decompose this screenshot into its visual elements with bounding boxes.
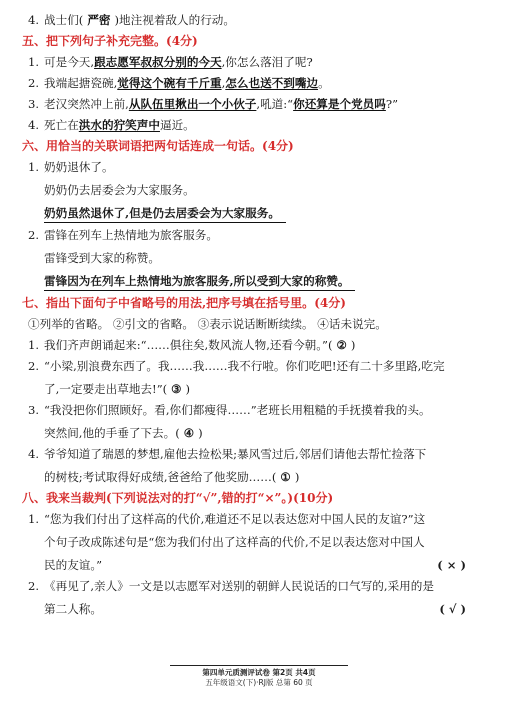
answer-text: ② [336, 338, 347, 352]
item-number: 4. [28, 447, 40, 461]
section-title: 六、用恰当的关联词语把两句话连成一句话。 [22, 139, 263, 153]
item-text: 奶奶仍去居委会为大家服务。 [44, 183, 195, 197]
item-text: 老汉突然冲上前, [44, 97, 129, 111]
item-number: 2. [28, 76, 40, 90]
section-eight-heading [22, 489, 496, 507]
page-footer [0, 668, 518, 688]
question-item [22, 75, 496, 92]
item-text: ,吼道:“ [256, 97, 294, 111]
item-text: 个句子改成陈述句是“您为我们付出了这样高的代价,不足以表达您对中国人 [44, 535, 425, 549]
question-item [22, 337, 496, 354]
footer-edition-info: 五年级语文(下)·RJ版 总第 60 页 [205, 678, 313, 687]
item-text: ) [198, 426, 203, 440]
section-score: (4分) [314, 296, 346, 310]
question-item [22, 159, 496, 223]
item-text: )地注视着敌人的行动。 [114, 13, 235, 27]
footer-divider [170, 665, 348, 666]
item-text: ?” [385, 97, 399, 111]
answer-text: ④ [183, 426, 195, 440]
item-text: 民的友谊。” [44, 558, 103, 572]
item-text: ,你怎么落泪了呢? [221, 55, 313, 69]
item-text: ) [185, 382, 191, 396]
item-text: 了,一定要走出草地去!”( [44, 382, 168, 396]
item-text: 雷锋受到大家的称赞。 [44, 251, 160, 265]
item-number: 4. [28, 13, 40, 27]
question-item [22, 578, 496, 618]
item-text: “小梁,别浪费东西了。我……我……我不行啦。你们吃吧!还有二十多里路,吃完 [44, 359, 445, 373]
item-number: 1. [28, 55, 40, 69]
item-number: 1. [28, 160, 40, 174]
question-item [22, 117, 496, 134]
judgement-mark: ( × ) [437, 558, 466, 572]
judgement-mark: ( √ ) [439, 602, 466, 616]
item-text: 可是今天, [44, 55, 95, 69]
item-number: 2. [28, 228, 40, 242]
answer-text: ① [280, 470, 291, 484]
item-text: “我没把你们照顾好。看,你们都瘦得……”老班长用粗糙的手抚摸着我的头。 [44, 403, 431, 417]
section-score: (4分) [262, 139, 294, 153]
item-number: 3. [28, 97, 40, 111]
fill-item [22, 12, 496, 29]
section-six-heading [22, 137, 496, 155]
item-text: 奶奶退休了。 [44, 160, 114, 174]
question-item [22, 54, 496, 71]
section-title: 八、我来当裁判 [22, 491, 107, 505]
section-instruction: (下列说法对的打“√”,错的打“×”。) [106, 491, 294, 505]
item-text: ) [350, 338, 356, 352]
item-text: 死亡在 [44, 118, 79, 132]
item-number: 1. [28, 338, 40, 352]
item-number: 1. [28, 512, 40, 526]
item-text: 突然间,他的手垂了下去。( [44, 426, 180, 440]
answer-text: 觉得这个碗有千斤重 [117, 76, 222, 90]
footer-page-info: 第四单元质测评试卷 第2页 共4页 [202, 668, 316, 677]
section-title: 七、指出下面句子中省略号的用法,把序号填在括号里。 [22, 296, 315, 310]
section-five-heading [22, 32, 496, 50]
item-text: 战士们( [44, 13, 84, 27]
answer-text: 从队伍里揪出一个小伙子 [128, 97, 257, 111]
item-text: “您为我们付出了这样高的代价,难道还不足以表达您对中国人民的友谊?”这 [44, 512, 426, 526]
item-text: 。 [318, 76, 330, 90]
question-item [22, 358, 496, 398]
section-score: (4分) [166, 34, 198, 48]
question-item [22, 96, 496, 113]
question-item [22, 227, 496, 291]
option-list: ①列举的省略。 ②引文的省略。 ③表示说话断断续续。 ④话未说完。 [28, 317, 387, 331]
answer-text: 雷锋因为在列车上热情地为旅客服务,所以受到大家的称赞。 [44, 273, 355, 291]
item-text: 我们齐声朗诵起来:“……俱往矣,数风流人物,还看今朝。”( [44, 338, 333, 352]
item-text: 的树枝;考试取得好成绩,爸爸给了他奖励……( [44, 470, 277, 484]
answer-text: ③ [171, 382, 182, 396]
item-text: ) [294, 470, 300, 484]
item-number: 2. [28, 579, 40, 593]
answer-text: 严密 [87, 13, 111, 27]
question-item [22, 402, 496, 442]
item-text: 爷爷知道了瑞恩的梦想,雇他去捡松果;暴风雪过后,邻居们请他去帮忙捡落下 [44, 447, 427, 461]
section-title: 五、把下列句子补充完整。 [22, 34, 167, 48]
answer-text: 怎么也送不到嘴边 [225, 76, 319, 90]
item-text: 逼近。 [159, 118, 195, 132]
answer-text: 你还算是个党员吗 [293, 97, 386, 111]
question-item [22, 446, 496, 486]
answer-text: 洪水的狞笑声中 [78, 118, 160, 132]
item-number: 4. [28, 118, 40, 132]
section-seven-heading [22, 294, 496, 312]
item-text: , [221, 76, 226, 90]
item-text: 我端起搪瓷碗, [44, 76, 118, 90]
section-score: (10分) [293, 491, 334, 505]
question-item [22, 511, 496, 574]
item-number: 3. [28, 403, 40, 417]
item-number: 2. [28, 359, 40, 373]
item-text: 《再见了,亲人》一文是以志愿军对送别的朝鲜人民说话的口气写的,采用的是 [44, 579, 434, 593]
answer-text: 跟志愿军叔叔分别的今天 [94, 55, 222, 69]
item-text: 第二人称。 [44, 602, 102, 616]
item-text: 雷锋在列车上热情地为旅客服务。 [44, 228, 218, 242]
answer-text: 奶奶虽然退休了,但是仍去居委会为大家服务。 [44, 205, 286, 223]
